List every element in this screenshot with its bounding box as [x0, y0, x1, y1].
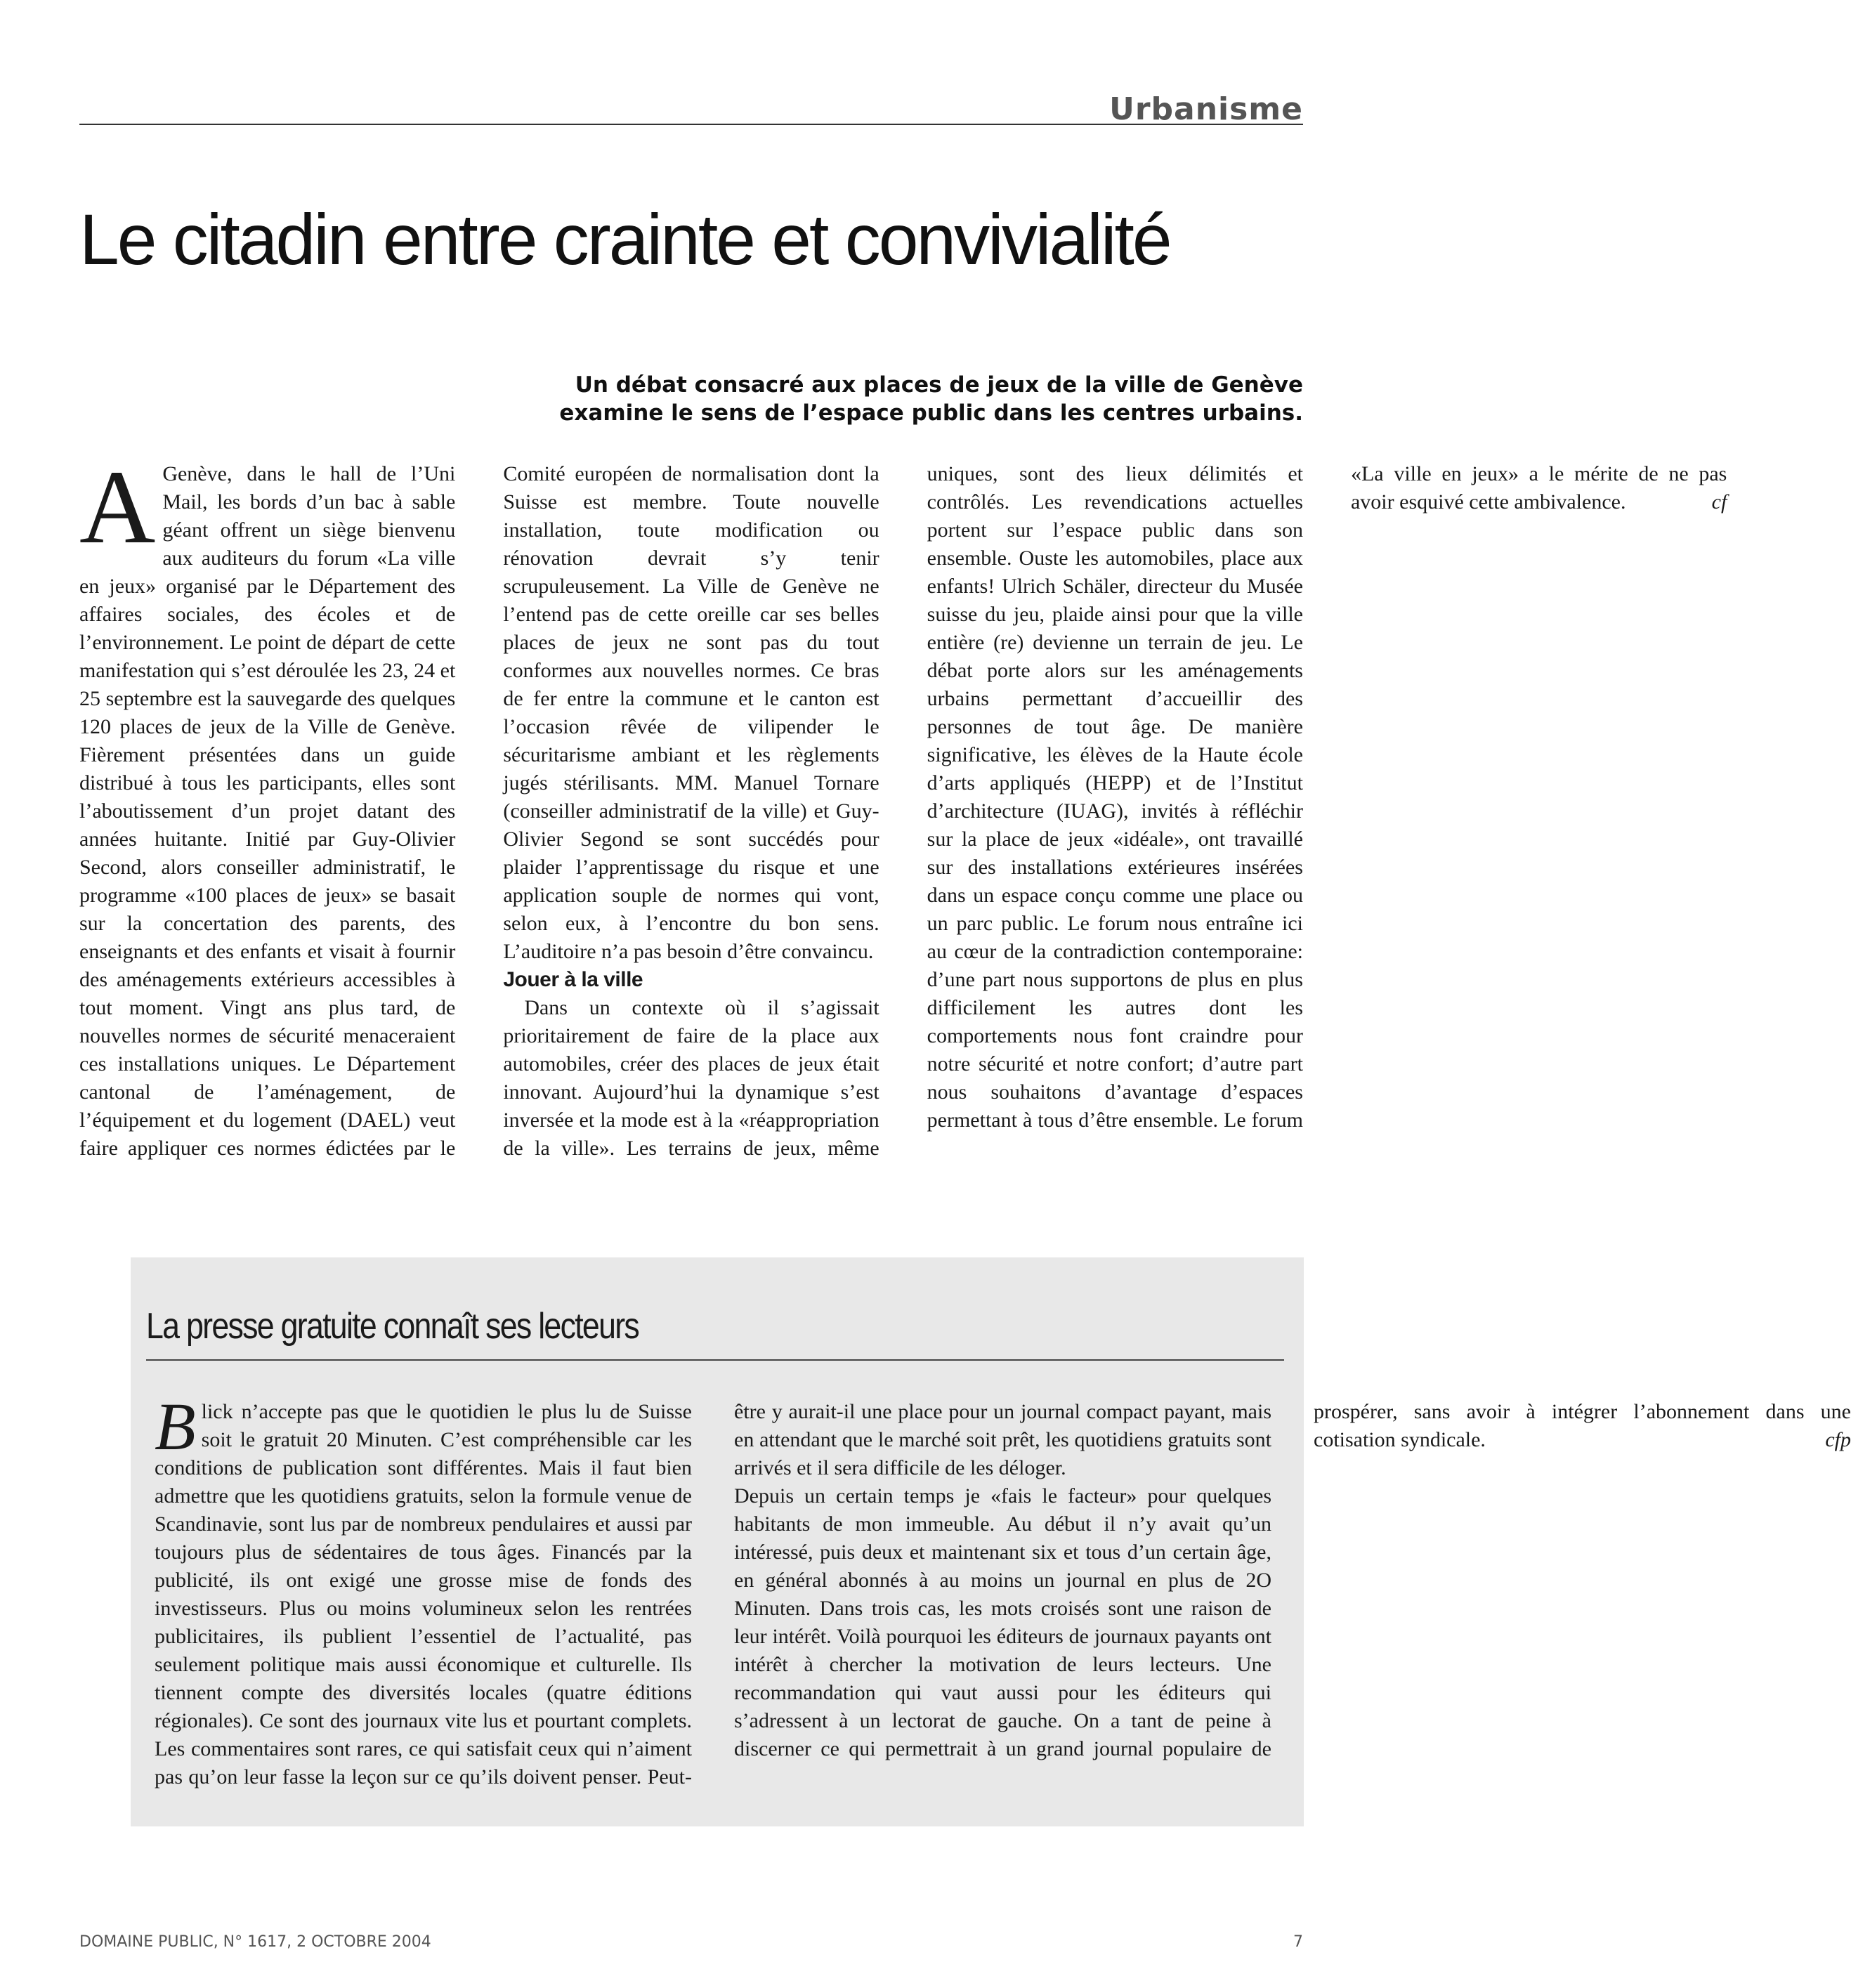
- box-body: [155, 1389, 1851, 1809]
- page-number: 7: [1293, 1933, 1303, 1951]
- deck-line-1: Un débat consacré aux places de jeux de la ville de Genève: [575, 372, 1303, 398]
- box-signature: cfp: [1825, 1428, 1851, 1451]
- box-paragraph-1-text: lick n’accepte pas que le quotidien le plus lu de Suisse soit le gratuit 20 Minuten. C’est compréhensible car les conditions de publication sont différentes. Mais il faut bien admettre que les quotidiens gratuits, selon la formule venue de Scandinavie, sont lus par de nombreux pendulaires et aussi par toujours plus de sédentaires de tous âges. Financés par la publicité, ils ont exigé une grosse mise de fonds des investisseurs. Plus ou moins volumineux selon les rentrées publicitaires, ils publient l’essentiel de l’actualité, pas seulement politique mais aussi économique et culturelle. Ils tiennent compte des diversités locales (quatre éditions régionales). Ce sont des journaux vite lus et pourtant complets. Les commentaires sont rares, ce qui satisfait ceux qui n’aiment pas qu’on leur fasse la leçon sur ce qu’ils doivent penser. Peut-être y aurait-il une place pour un journal compact payant, mais en attendant que le marché soit prêt, les quotidiens gratuits sont arrivés et il sera difficile de les déloger.: [155, 1400, 1271, 1788]
- sidebar-box: [131, 1257, 1851, 1826]
- section-rule: [79, 124, 1303, 125]
- article-signature: cf: [1711, 490, 1727, 514]
- box-paragraph-2-text: Depuis un certain temps je «fais le facteur» pour quelques habitants de mon immeuble. Au début il n’y avait qu’un intéressé, puis deux et maintenant six et tous d’un certain âge, en général abonnés à au moins un journal en plus de 2O Minuten. Dans trois cas, les mots croisés sont une raison de leur intérêt. Voilà pourquoi les éditeurs de journaux payants ont intérêt à chercher la motivation de leurs lecteurs. Une recommandation qui vaut aussi pour les éditeurs qui s’adressent à un lectorat de gauche. On a tant de peine à discerner ce qui permettrait à un grand journal populaire de prospérer, sans avoir à intégrer l’abonnement dans une cotisation syndicale.: [734, 1400, 1851, 1760]
- deck-line-2: examine le sens de l’espace public dans les centres urbains.: [559, 400, 1303, 426]
- box-title: La presse gratuite connaît ses lecteurs: [146, 1306, 639, 1347]
- drop-cap: A: [79, 449, 156, 565]
- footer-publication: DOMAINE PUBLIC, N° 1617, 2 OCTOBRE 2004: [79, 1933, 431, 1951]
- article-deck: [390, 371, 1303, 427]
- page-title: Le citadin entre crainte et convivialité: [79, 200, 1170, 280]
- paragraph-2-text: Dans un contexte où il s’agissait prioritairement de faire de la place aux automobiles, créer des places de jeux était innovant. Aujourd’hui la dynamique s’est inversée et la mode est à la «réappropriation de la ville». Les terrains de jeux, même uniques, sont des lieux délimités et contrôlés. Les revendications actuelles portent sur l’espace public dans son ensemble. Ouste les automobiles, place aux enfants! Ulrich Schäler, directeur du Musée suisse du jeu, plaide ainsi pour que la ville entière (re) devienne un terrain de jeu. Le débat porte alors sur les aménagements urbains permettant d’accueillir des personnes de tout âge. De manière significative, les élèves de la Haute école d’arts appliqués (HEPP) et de l’Institut d’architecture (IUAG), invités à réfléchir sur la place de jeux «idéale», ont travaillé sur des installations extérieures insérées dans un espace conçu comme une place ou un parc public. Le forum nous entraîne ici au cœur de la contradiction contemporaine: d’une part nous supportons de plus en plus difficilement les autres dont les comportements nous font craindre pour notre sécurité et notre confort; d’autre part nous souhaitons d’avantage d’espaces permettant à tous d’être ensemble. Le forum «La ville en jeux» a le mérite de ne pas avoir esquivé cette ambivalence.: [503, 462, 1727, 1160]
- box-drop-cap: B: [155, 1389, 196, 1464]
- article-subhead: Jouer à la ville: [503, 968, 643, 991]
- paragraph-1-text: Genève, dans le hall de l’Uni Mail, les bords d’un bac à sable géant offrent un siège bienvenu aux auditeurs du forum «La ville en jeux» organisé par le Département des affaires sociales, des écoles et de l’environnement. Le point de départ de cette manifestation qui s’est déroulée les 23, 24 et 25 septembre est la sauvegarde des quelques 120 places de jeux de la Ville de Genève. Fièrement présentées dans un guide distribué à tous les participants, elles sont l’aboutissement d’un projet datant des années huitante. Initié par Guy-Olivier Second, alors conseiller administratif, le programme «100 places de jeux» se basait sur la concertation des parents, des enseignants et des enfants et visait à fournir des aménagements extérieurs accessibles à tout moment. Vingt ans plus tard, de nouvelles normes de sécurité menaceraient ces installations uniques. Le Département cantonal de l’aménagement, de l’équipement et du logement (DAEL) veut faire appliquer ces normes édictées par le Comité européen de normalisation dont la Suisse est membre. Toute nouvelle installation, toute modification ou rénovation devrait s’y tenir scrupuleusement. La Ville de Genève ne l’entend pas de cette oreille car ses belles places de jeux ne sont pas du tout conformes aux nouvelles normes. Ce bras de fer entre la commune et le canton est l’occasion rêvée de vilipender le sécuritarisme ambiant et les règlements jugés stérilisants. MM. Manuel Tornare (conseiller administratif de la ville) et Guy-Olivier Segond se sont succédés pour plaider l’apprentissage du risque et une application souple de normes qui vont, selon eux, à l’encontre du bon sens. L’auditoire n’a pas besoin d’être convaincu.: [79, 462, 879, 1160]
- article-body: [79, 449, 1727, 1187]
- box-rule: [146, 1359, 1284, 1361]
- section-label: Urbanisme: [1109, 91, 1303, 127]
